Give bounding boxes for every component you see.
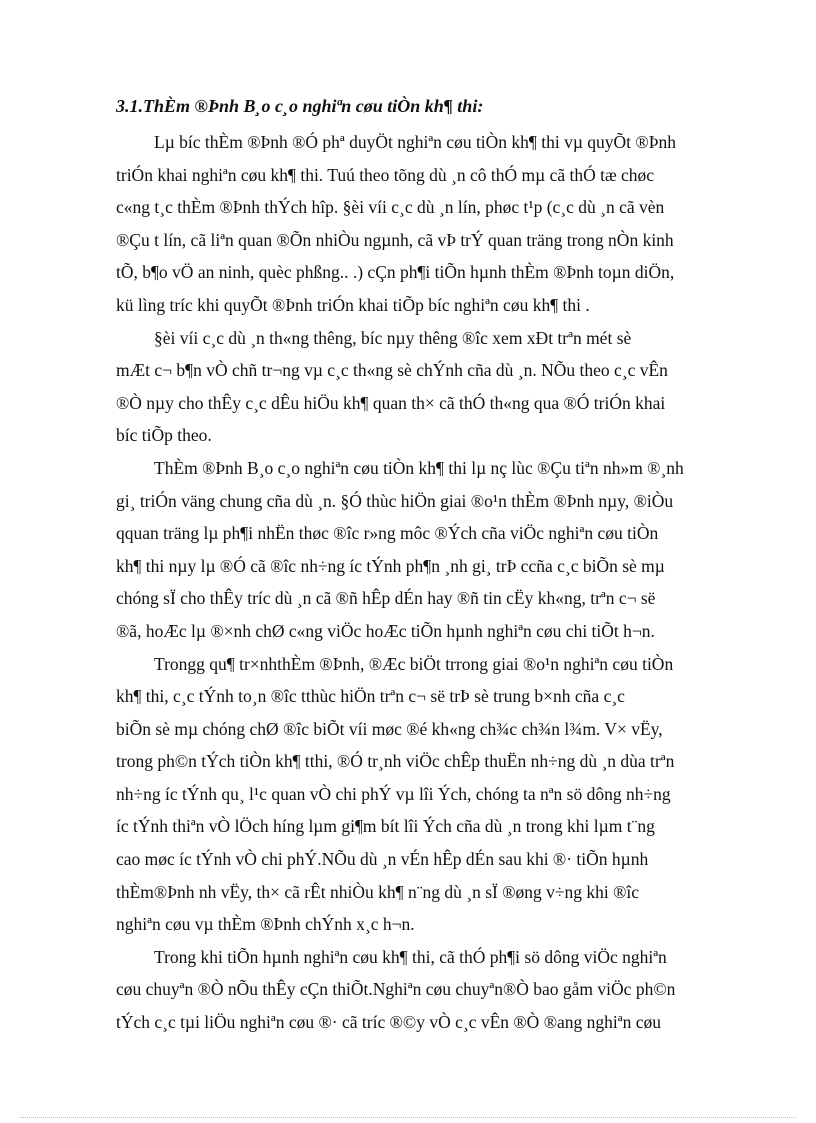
paragraph-line: kh¶ thi, c¸c tÝnh to¸n ®îc tthùc hiÖn trªn c¬ së trÞ sè trung b×nh cña c¸c [116,686,625,707]
paragraph-line: ®ã, hoÆc lµ ®×nh chØ c«ng viÖc hoÆc tiÕn hµnh nghiªn cøu chi tiÕt h¬n. [116,620,655,641]
paragraph-line: ®Çu t lín, cã liªn quan ®Õn nhiÒu ngµnh, cã vÞ trÝ quan träng trong nÒn kinh [116,229,674,250]
paragraph-line: bíc tiÕp theo. [116,425,212,446]
page-bottom-divider [20,1117,796,1118]
paragraph-line: cøu chuyªn ®Ò nÕu thÊy cÇn thiÕt.Nghiªn cøu chuyªn®Ò bao gåm viÖc ph©n [116,979,676,1000]
paragraph-line: tÕ, b¶o vÖ an ninh, quèc phßng.. .) cÇn ph¶i tiÕn hµnh thÈm ®Þnh toµn diÖn, [116,262,675,283]
paragraph-line: §èi víi c¸c dù ¸n th«ng thêng, bíc nµy thêng ®îc xem xÐt trªn mét sè [154,327,632,348]
paragraph-line: Trong khi tiÕn hµnh nghiªn cøu kh¶ thi, cã thÓ ph¶i sö dông viÖc nghiªn [154,946,667,967]
paragraph-line: ®Ò nµy cho thÊy c¸c dÊu hiÖu kh¶ quan th× cã thÓ th«ng qua ®Ó triÓn khai [116,392,666,413]
paragraph-line: mÆt c¬ b¶n vÒ chñ tr¬ng vµ c¸c th«ng sè chÝnh cña dù ¸n. NÕu theo c¸c vÊn [116,360,668,381]
paragraph-line: triÓn khai nghiªn cøu kh¶ thi. Tuú theo tõng dù ¸n cô thÓ mµ cã thÓ tæ chøc [116,164,655,185]
paragraph-line: kh¶ thi nµy lµ ®Ó cã ®îc nh÷ng íc tÝnh ph¶n ¸nh gi¸ trÞ ccña c¸c biÕn sè mµ [116,555,665,576]
paragraph-line: gi¸ triÓn väng chung cña dù ¸n. §Ó thùc hiÖn giai ®o¹n thÈm ®Þnh nµy, ®iÒu [116,490,674,511]
paragraph-line: qquan träng lµ ph¶i nhËn thøc ®îc r»ng môc ®Ých cña viÖc nghiªn cøu tiÒn [116,523,659,544]
paragraph-line: Lµ bíc thÈm ®Þnh ®Ó phª duyÖt nghiªn cøu tiÒn kh¶ thi vµ quyÕt ®Þnh [154,132,676,152]
body-text [116,126,740,1039]
paragraph-line: tÝch c¸c tµi liÖu nghiªn cøu ®· cã tríc ®©y vÒ c¸c vÊn ®Ò ®ang nghiªn cøu [116,1012,661,1033]
paragraph-line: thÈm®Þnh nh vËy, th× cã rÊt nhiÒu kh¶ n¨ng dù ¸n sÏ ®øng v÷ng khi ®îc [116,881,640,902]
paragraph-line: c«ng t¸c thÈm ®Þnh thÝch hîp. §èi víi c¸c dù ¸n lín, phøc t¹p (c¸c dù ¸n cã vèn [116,197,665,218]
paragraph-line: Trongg qu¶ tr×nhthÈm ®Þnh, ®Æc biÖt trrong giai ®o¹n nghiªn cøu tiÒn [154,653,674,674]
paragraph-line: trong ph©n tÝch tiÒn kh¶ tthi, ®Ó tr¸nh viÖc chÊp thuËn nh÷ng dù ¸n dùa trªn [116,751,675,772]
paragraph-line: cao møc íc tÝnh vÒ chi phÝ.NÕu dù ¸n vÉn hÊp dÉn sau khi ®· tiÕn hµnh [116,849,649,870]
paragraph-line: ThÈm ®Þnh B¸o c¸o nghiªn cøu tiÒn kh¶ thi lµ nç lùc ®Çu tiªn nh»m ®¸nh [154,457,684,478]
paragraph-line: íc tÝnh thiªn vÒ lÖch híng lµm gi¶m bít lîi Ých cña dù ¸n trong khi lµm t¨ng [116,816,655,837]
paragraph-line: kü lìng tríc khi quyÕt ®Þnh triÓn khai tiÕp bíc nghiªn cøu kh¶ thi . [116,294,590,315]
paragraph-line: biÕn sè mµ chóng chØ ®îc biÕt víi møc ®é kh«ng ch¾c ch¾n l¾m. V× vËy, [116,718,663,739]
paragraph-line: chóng sÏ cho thÊy tríc dù ¸n cã ®ñ hÊp dÉn hay ®ñ tin cËy kh«ng, trªn c¬ së [116,588,656,609]
paragraph-line: nghiªn cøu vµ thÈm ®Þnh chÝnh x¸c h¬n. [116,914,415,935]
paragraph-line: nh÷ng íc tÝnh qu¸ l¹c quan vÒ chi phÝ vµ lîi Ých, chóng ta nªn sö dông nh÷ng [116,783,671,804]
section-heading: 3.1.ThÈm ®Þnh B¸o c¸o nghiªn cøu tiÒn kh¶ thi: [116,96,484,116]
